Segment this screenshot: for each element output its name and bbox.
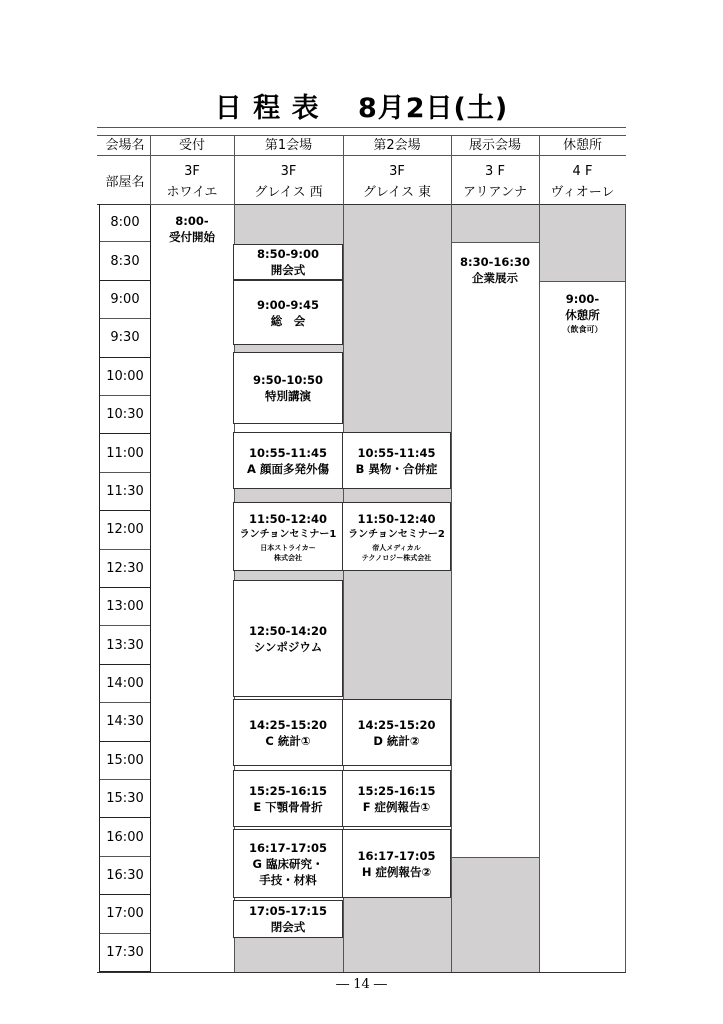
page-title: 日 程 表 8月2日(土) bbox=[214, 93, 509, 124]
hall2-gap-block bbox=[343, 489, 451, 502]
reception-label: 受付開始 bbox=[169, 230, 215, 244]
hall1-session bbox=[233, 699, 343, 766]
session-time: 9:00-9:45 bbox=[257, 297, 319, 312]
time-slot: 12:00 bbox=[100, 511, 150, 549]
floor-hall2: 3F bbox=[389, 164, 405, 179]
exhibition-entry bbox=[451, 254, 539, 286]
hall1-session bbox=[233, 829, 343, 898]
lounge-label: 休憩所 bbox=[565, 308, 600, 322]
lounge-time: 9:00- bbox=[565, 292, 600, 306]
session-title: 閉会式 bbox=[270, 920, 306, 934]
session-title: 開会式 bbox=[270, 263, 306, 277]
hall1-session bbox=[233, 432, 343, 489]
hall2-gap-block bbox=[343, 898, 451, 972]
floor-exhibition: 3 F bbox=[485, 164, 505, 179]
room-lounge: ヴィオーレ bbox=[550, 185, 615, 200]
time-slot: 17:00 bbox=[100, 895, 150, 933]
session-time: 14:25-15:20 bbox=[357, 717, 436, 732]
title-rule bbox=[97, 127, 626, 128]
hall1-gap-block bbox=[234, 204, 343, 244]
venue-hall1: 第1会場 bbox=[264, 138, 313, 153]
exhibition-gap-block bbox=[451, 204, 539, 242]
time-slot: 8:30 bbox=[100, 242, 150, 280]
venue-hall2: 第2会場 bbox=[373, 138, 421, 153]
hall1-session bbox=[233, 244, 343, 280]
table-bottom-rule bbox=[97, 972, 626, 973]
venue-exhibition: 展示会場 bbox=[468, 138, 521, 153]
hall2-session bbox=[342, 699, 451, 766]
time-slot: 17:30 bbox=[100, 934, 150, 972]
time-slot: 13:30 bbox=[100, 626, 150, 664]
session-title: C 統計① bbox=[265, 733, 311, 748]
time-slot: 11:00 bbox=[100, 434, 150, 472]
room-header-label: 部屋名 bbox=[105, 175, 145, 190]
exhibition-bottom bbox=[451, 857, 539, 858]
session-time: 16:17-17:05 bbox=[357, 848, 436, 863]
session-time: 12:50-14:20 bbox=[249, 623, 327, 638]
reception-top bbox=[150, 204, 234, 205]
session-time: 11:50-12:40 bbox=[357, 511, 436, 526]
session-time: 10:55-11:45 bbox=[249, 445, 327, 460]
session-time: 16:17-17:05 bbox=[249, 840, 327, 855]
time-slot: 15:00 bbox=[100, 742, 150, 780]
page-number: ― 14 ― bbox=[336, 977, 387, 992]
hall2-gap-block bbox=[343, 204, 451, 432]
col-separator bbox=[150, 204, 151, 972]
venue-header-label: 会場名 bbox=[105, 138, 145, 153]
time-slot: 16:30 bbox=[100, 857, 150, 895]
col-separator bbox=[539, 135, 540, 972]
time-slot: 13:00 bbox=[100, 588, 150, 626]
floor-reception: 3F bbox=[184, 164, 200, 179]
room-hall1: グレイス 西 bbox=[254, 185, 323, 200]
venue-lounge: 休憩所 bbox=[562, 138, 602, 153]
exhibition-gap-block bbox=[451, 857, 539, 972]
room-hall2: グレイス 東 bbox=[362, 185, 432, 200]
hall1-session bbox=[233, 900, 343, 938]
hall1-session bbox=[233, 770, 343, 827]
time-slot: 10:00 bbox=[100, 358, 150, 396]
session-title: ランチョンセミナー1 bbox=[239, 528, 337, 540]
reception-entry bbox=[150, 213, 234, 245]
floor-hall1: 3F bbox=[280, 164, 297, 179]
session-title: B 異物・合併症 bbox=[355, 461, 438, 476]
time-slot: 8:00 bbox=[100, 204, 150, 242]
hall1-gap-block bbox=[234, 489, 343, 502]
session-title: シンポジウム bbox=[253, 639, 323, 654]
session-time: 14:25-15:20 bbox=[249, 717, 327, 732]
hall2-session bbox=[342, 829, 451, 898]
hall2-session bbox=[342, 502, 451, 571]
hall1-session bbox=[233, 580, 343, 697]
col-separator bbox=[150, 135, 151, 204]
hall1-session bbox=[233, 352, 343, 424]
lounge-entry bbox=[539, 291, 626, 337]
hall2-session bbox=[342, 770, 451, 827]
hall1-session bbox=[233, 280, 343, 345]
time-slot: 15:30 bbox=[100, 780, 150, 818]
exhibition-top bbox=[451, 242, 539, 243]
session-sponsor: 株式会社 bbox=[274, 553, 302, 562]
time-slot: 14:30 bbox=[100, 703, 150, 741]
session-time: 15:25-16:15 bbox=[249, 783, 327, 798]
lounge-top bbox=[539, 281, 626, 282]
session-title: A 顔面多発外傷 bbox=[247, 461, 329, 476]
session-title: D 統計② bbox=[373, 733, 420, 748]
session-sponsor: 帝人メディカル bbox=[372, 543, 421, 552]
time-slot: 9:30 bbox=[100, 319, 150, 357]
room-exhibition: アリアンナ bbox=[463, 185, 527, 200]
lounge-note: （飲食可） bbox=[562, 325, 603, 334]
time-slot: 16:00 bbox=[100, 818, 150, 856]
session-title: E 下顎骨骨折 bbox=[253, 799, 323, 814]
time-slot: 11:30 bbox=[100, 473, 150, 511]
session-title: 特別講演 bbox=[265, 389, 311, 403]
time-slot: 9:00 bbox=[100, 281, 150, 319]
exhibition-time: 8:30-16:30 bbox=[460, 255, 530, 269]
session-title: ランチョンセミナー2 bbox=[348, 528, 445, 540]
time-slot: 14:00 bbox=[100, 665, 150, 703]
hall2-session bbox=[342, 432, 451, 489]
hall2-gap-block bbox=[343, 571, 451, 699]
session-title: 総 会 bbox=[270, 313, 306, 328]
session-time: 10:55-11:45 bbox=[357, 445, 436, 460]
exhibition-label: 企業展示 bbox=[472, 271, 518, 285]
session-title-line2: 手技・材料 bbox=[259, 872, 317, 887]
venue-reception: 受付 bbox=[178, 138, 205, 153]
room-reception: ホワイエ bbox=[166, 185, 218, 200]
session-title: H 症例報告② bbox=[361, 864, 432, 879]
reception-time: 8:00- bbox=[175, 214, 209, 228]
session-title: G 臨床研究・ bbox=[252, 856, 324, 871]
session-time: 8:50-9:00 bbox=[257, 247, 319, 261]
session-time: 15:25-16:15 bbox=[357, 783, 436, 798]
session-time: 11:50-12:40 bbox=[249, 511, 327, 526]
floor-lounge: 4 F bbox=[572, 164, 593, 179]
col-separator bbox=[99, 204, 100, 972]
hall1-session bbox=[233, 502, 343, 571]
header-divider bbox=[97, 155, 626, 156]
hall1-gap-block bbox=[234, 938, 343, 972]
session-time: 9:50-10:50 bbox=[253, 373, 323, 387]
time-slot: 10:30 bbox=[100, 396, 150, 434]
table-top-rule bbox=[97, 135, 626, 136]
hall1-gap-block bbox=[234, 345, 343, 352]
lounge-gap-block bbox=[539, 204, 626, 281]
time-slot: 12:30 bbox=[100, 550, 150, 588]
hall1-gap-block bbox=[234, 571, 343, 580]
session-time: 17:05-17:15 bbox=[249, 904, 327, 918]
session-title: F 症例報告① bbox=[362, 799, 431, 814]
session-sponsor: テクノロジー株式会社 bbox=[361, 553, 432, 562]
session-sponsor: 日本ストライカー bbox=[260, 543, 316, 552]
